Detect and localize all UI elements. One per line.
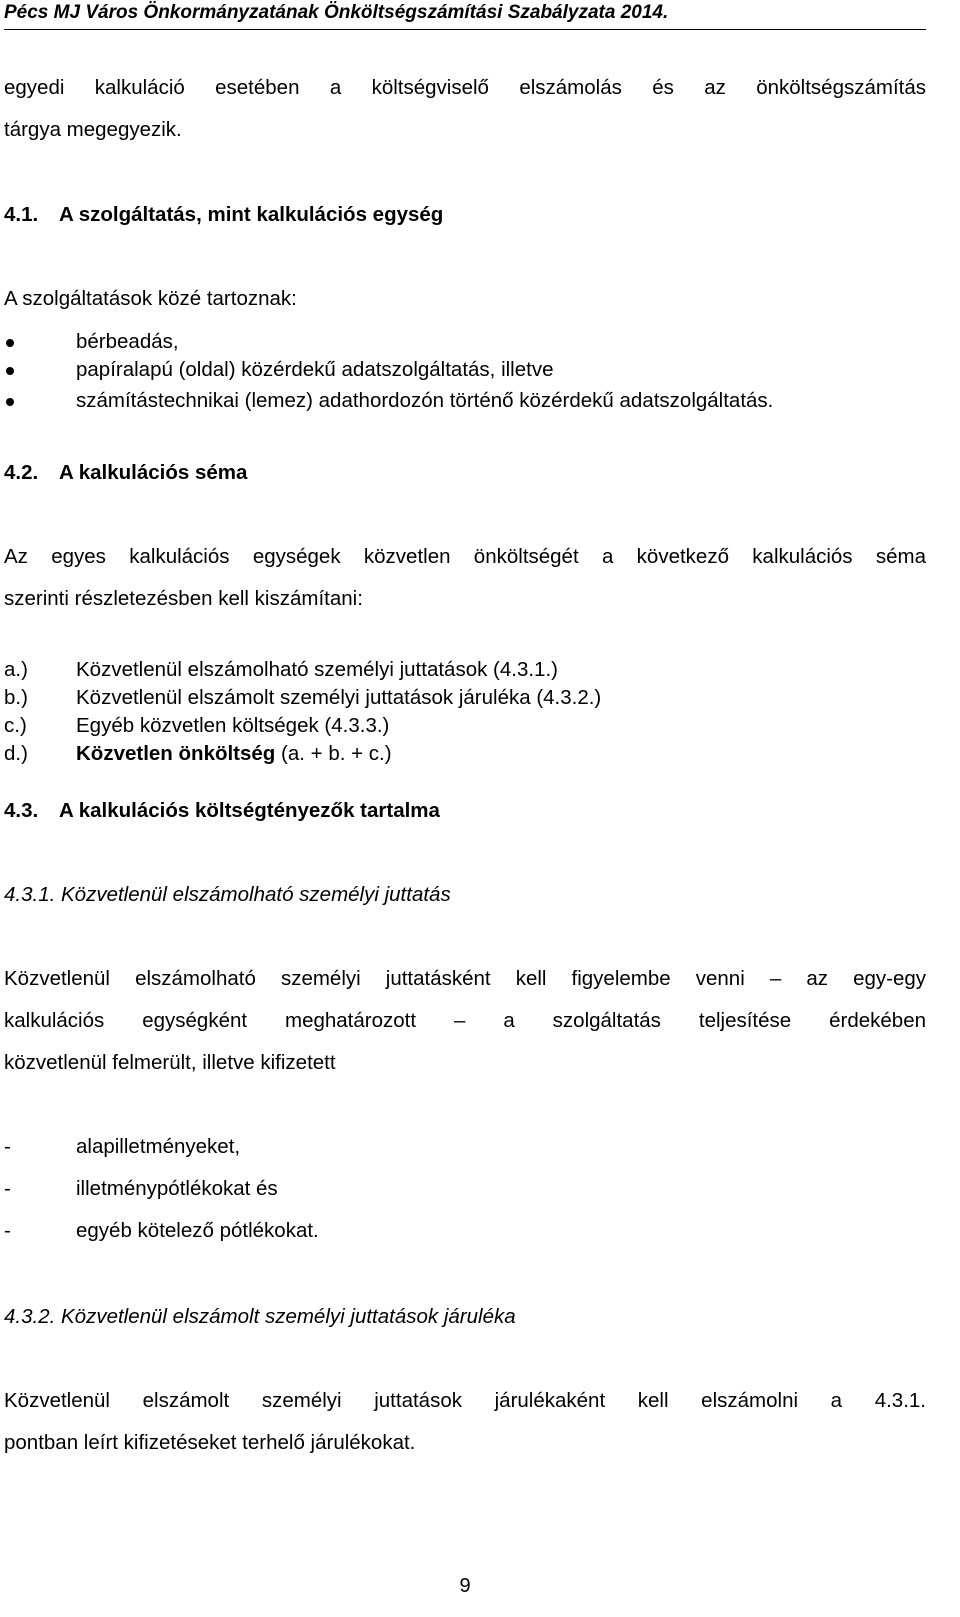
- section-title: A szolgáltatás, mint kalkulációs egység: [59, 203, 444, 226]
- header-divider: [4, 29, 926, 30]
- bullet-item: bérbeadás,: [76, 330, 179, 353]
- item-text: egyéb kötelező pótlékokat.: [76, 1219, 319, 1242]
- bullet-item: papíralapú (oldal) közérdekű adatszolgáltatás, illetve: [76, 358, 554, 381]
- intro-line-1: egyedi kalkuláció esetében a költségviselő elszámolás és az önköltségszámítás: [4, 76, 926, 99]
- item-text: Közvetlenül elszámolt személyi juttatások járuléka (4.3.2.): [76, 686, 602, 709]
- section-4-1-lead: A szolgáltatások közé tartoznak:: [4, 287, 297, 310]
- item-text: alapilletményeket,: [76, 1135, 241, 1158]
- section-number: 4.2.: [4, 461, 39, 484]
- dash-item: [4, 1220, 319, 1241]
- item-marker: a.): [4, 658, 28, 681]
- bullet-item: számítástechnikai (lemez) adathordozón történő közérdekű adatszolgáltatás.: [76, 389, 774, 412]
- section-title: Közvetlenül elszámolható személyi juttatás: [61, 883, 451, 906]
- page-number: 9: [459, 1575, 471, 1597]
- section-number: 4.3.1.: [4, 883, 56, 906]
- intro-line-2: tárgya megegyezik.: [4, 118, 182, 141]
- section-4-3-2-heading: [4, 1305, 516, 1329]
- section-4-3-heading: [4, 799, 440, 823]
- item-marker: -: [4, 1219, 11, 1242]
- section-4-2-para-line-1: Az egyes kalkulációs egységek közvetlen önköltségét a következő kalkulációs séma: [4, 545, 926, 568]
- scheme-item: [4, 687, 601, 708]
- item-marker: d.): [4, 742, 28, 765]
- bullet-dot: [6, 339, 14, 347]
- section-4-3-1-para-line-3: közvetlenül felmerült, illetve kifizetett: [4, 1051, 336, 1074]
- scheme-item: [4, 715, 389, 736]
- item-text-bold: Közvetlen önköltség: [76, 742, 276, 765]
- section-4-3-2-para-line-1: Közvetlenül elszámolt személyi juttatások járulékaként kell elszámolni a 4.3.1.: [4, 1389, 926, 1412]
- section-title: A kalkulációs séma: [59, 461, 248, 484]
- section-4-3-1-heading: [4, 883, 451, 907]
- section-title: A kalkulációs költségtényezők tartalma: [59, 799, 440, 822]
- section-4-3-1-para-line-1: Közvetlenül elszámolható személyi juttatásként kell figyelembe venni – az egy-egy: [4, 967, 926, 990]
- scheme-item-total: [4, 743, 392, 764]
- section-4-2-para-line-2: szerinti részletezésben kell kiszámítani:: [4, 587, 363, 610]
- section-title: Közvetlenül elszámolt személyi juttatások járuléka: [61, 1305, 516, 1328]
- item-text-rest: (a. + b. + c.): [275, 742, 392, 765]
- section-4-3-1-para-line-2: kalkulációs egységként meghatározott – a szolgáltatás teljesítése érdekében: [4, 1009, 926, 1032]
- item-marker: b.): [4, 686, 28, 709]
- item-marker: c.): [4, 714, 27, 737]
- dash-item: [4, 1178, 278, 1199]
- dash-item: [4, 1136, 240, 1157]
- item-text: Egyéb közvetlen költségek (4.3.3.): [76, 714, 390, 737]
- page-header: Pécs MJ Város Önkormányzatának Önköltségszámítási Szabályzata 2014.: [4, 2, 669, 23]
- section-number: 4.1.: [4, 203, 39, 226]
- scheme-item: [4, 659, 558, 680]
- section-4-2-heading: [4, 461, 247, 485]
- item-marker: -: [4, 1135, 11, 1158]
- bullet-dot: [6, 398, 14, 406]
- item-text: Közvetlenül elszámolható személyi juttatások (4.3.1.): [76, 658, 558, 681]
- section-number: 4.3.2.: [4, 1305, 56, 1328]
- item-marker: -: [4, 1177, 11, 1200]
- section-4-1-heading: [4, 203, 443, 227]
- section-4-3-2-para-line-2: pontban leírt kifizetéseket terhelő járulékokat.: [4, 1431, 416, 1454]
- item-text: illetménypótlékokat és: [76, 1177, 278, 1200]
- section-number: 4.3.: [4, 799, 39, 822]
- bullet-dot: [6, 367, 14, 375]
